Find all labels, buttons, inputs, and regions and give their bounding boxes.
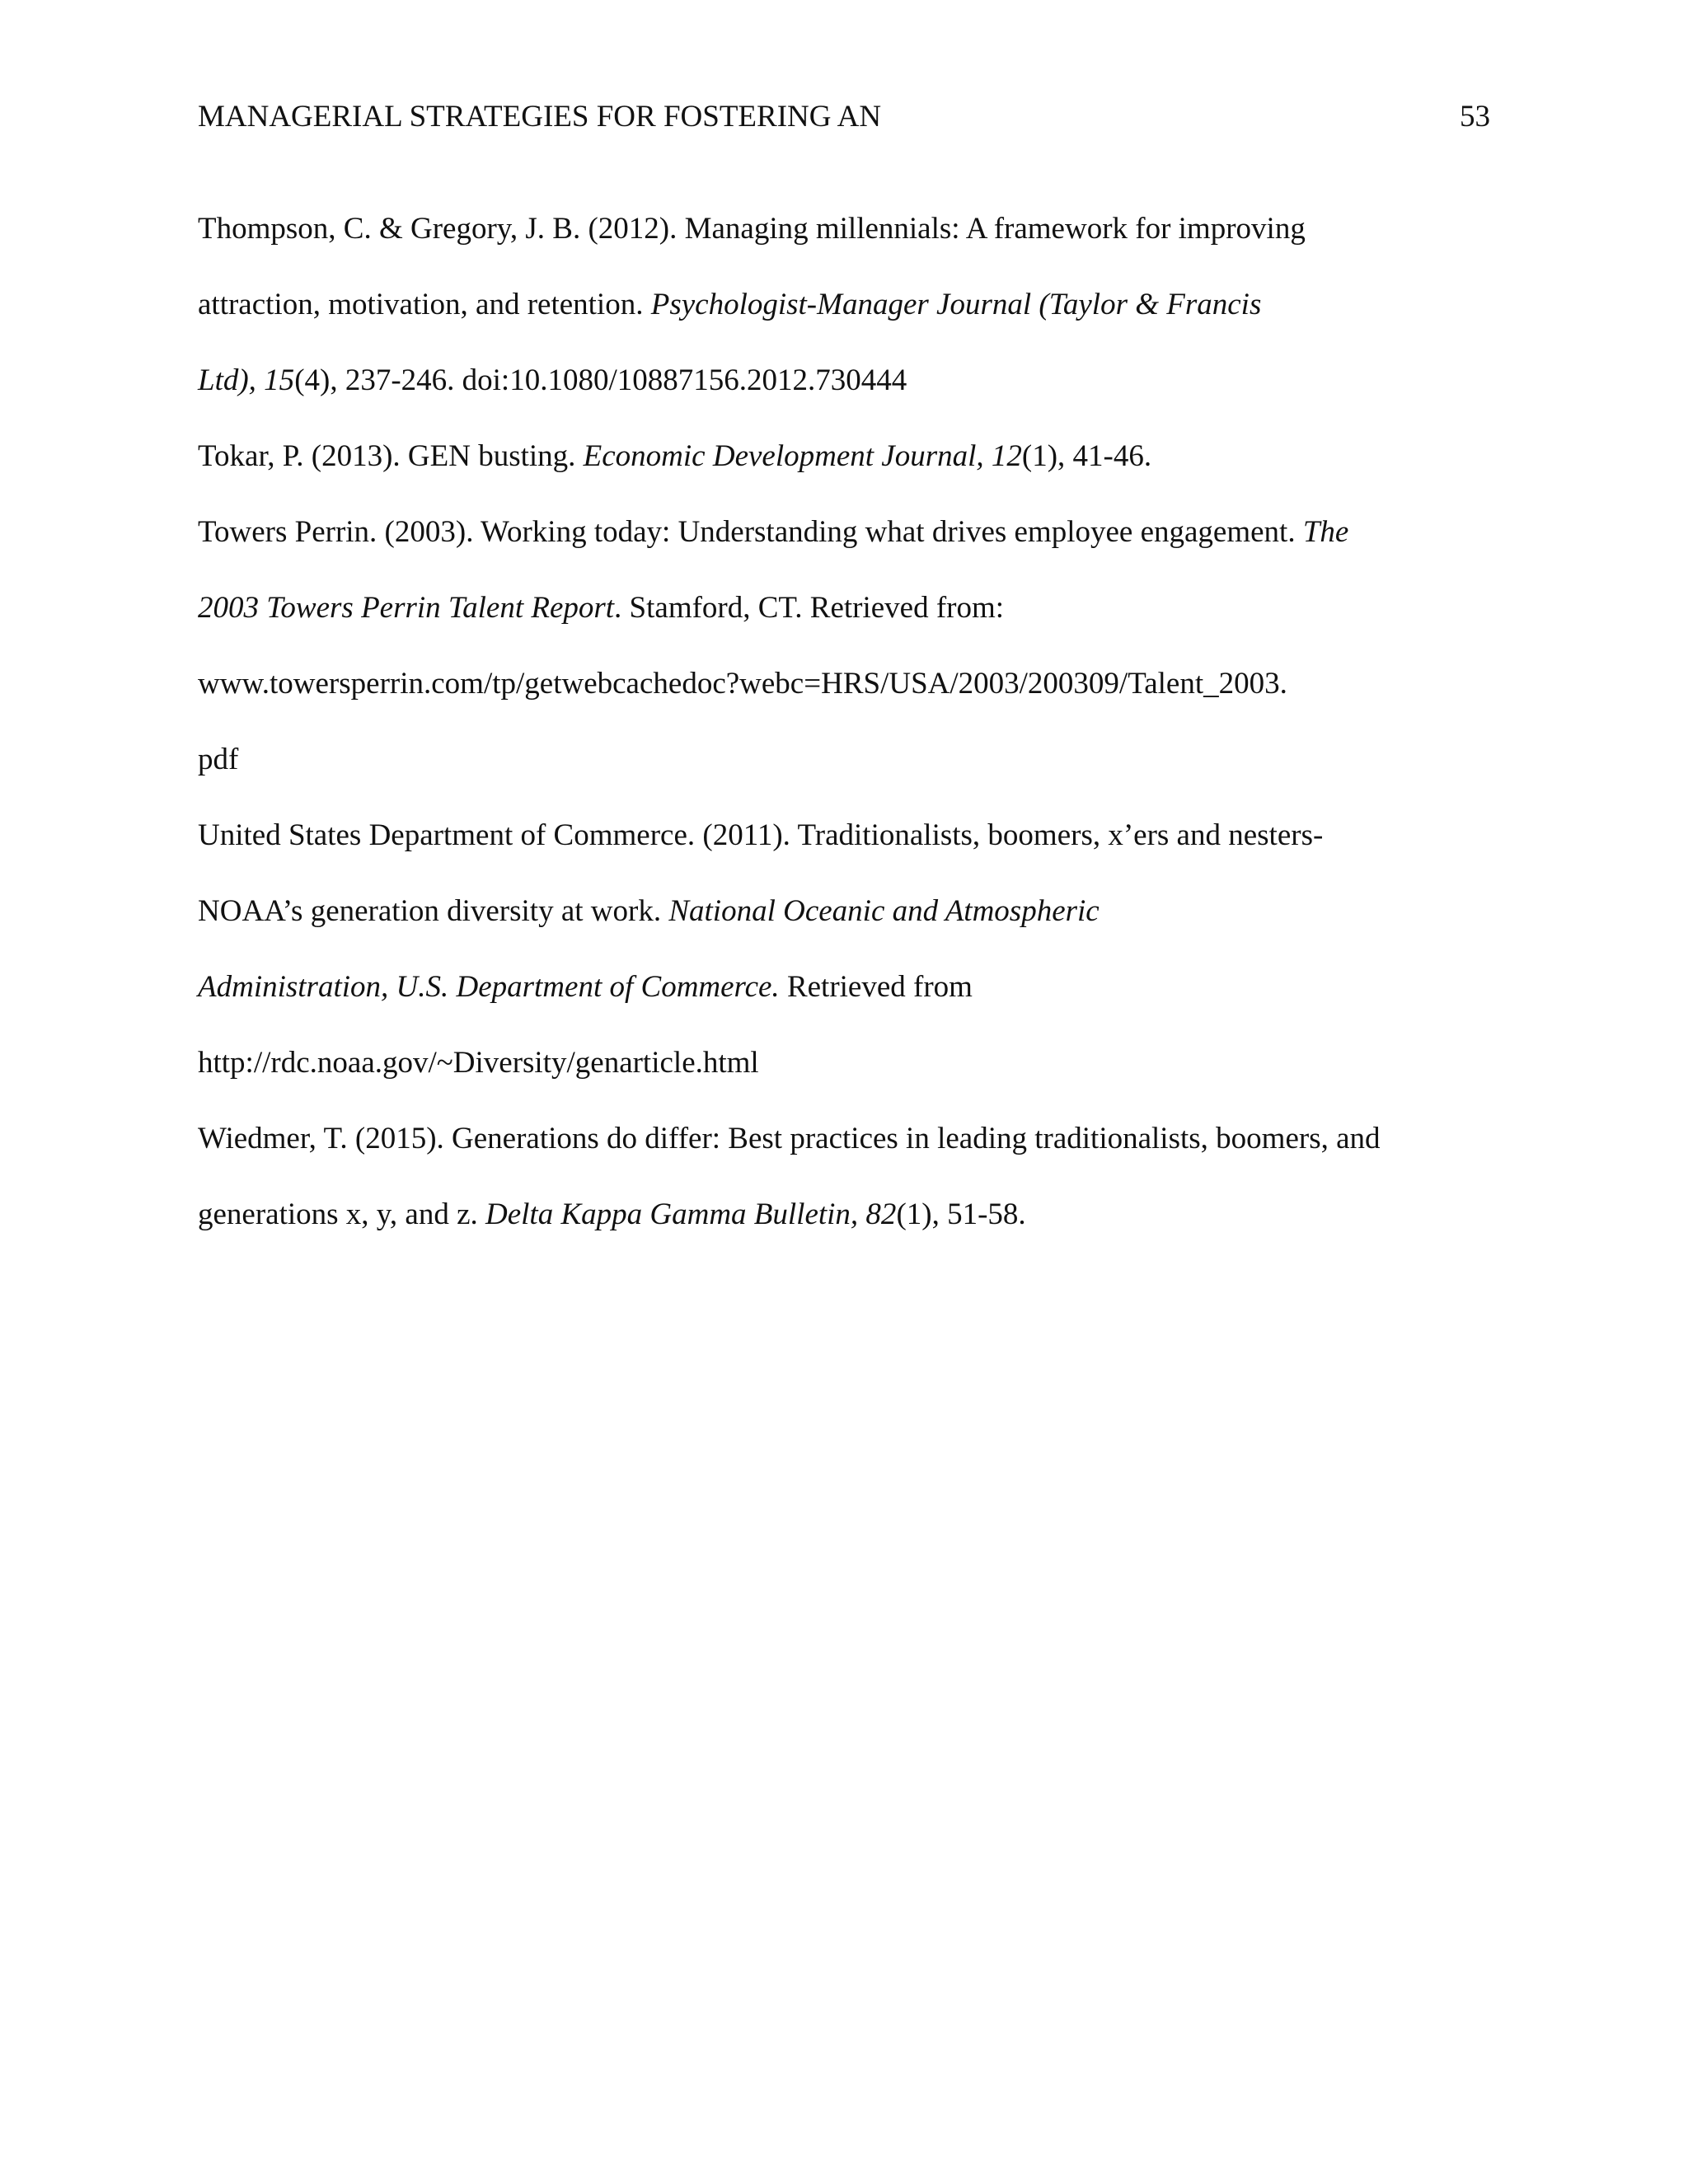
reference-entry bbox=[198, 1101, 1484, 1253]
reference-text: Tokar, P. (2013). GEN busting. bbox=[198, 439, 584, 473]
reference-list bbox=[198, 191, 1484, 1253]
reference-line bbox=[198, 1101, 1484, 1177]
reference-text: www.towersperrin.com/tp/getwebcachedoc?webc=HRS/USA/2003/200309/Talent_2003. bbox=[198, 667, 1287, 701]
reference-text: http://rdc.noaa.gov/~Diversity/genarticle.html bbox=[198, 1046, 759, 1080]
reference-line bbox=[198, 874, 1484, 949]
reference-line bbox=[198, 267, 1484, 343]
reference-italic-text: Administration, U.S. Department of Commerce. bbox=[198, 970, 780, 1004]
page-number: 53 bbox=[1460, 100, 1490, 134]
reference-text: NOAA’s generation diversity at work. bbox=[198, 894, 669, 928]
reference-italic-text: Economic Development Journal, 12 bbox=[583, 439, 1022, 473]
running-head bbox=[198, 97, 1490, 137]
reference-line bbox=[198, 722, 1484, 798]
reference-line bbox=[198, 949, 1484, 1025]
reference-italic-text: 2003 Towers Perrin Talent Report bbox=[198, 591, 615, 625]
reference-entry bbox=[198, 494, 1484, 798]
reference-text: generations x, y, and z. bbox=[198, 1197, 485, 1231]
reference-italic-text: National Oceanic and Atmospheric bbox=[668, 894, 1100, 928]
reference-text: (1), 51-58. bbox=[896, 1197, 1026, 1231]
reference-text: pdf bbox=[198, 743, 239, 776]
reference-text: (1), 41-46. bbox=[1021, 439, 1152, 473]
reference-line bbox=[198, 1177, 1484, 1253]
reference-line bbox=[198, 570, 1484, 646]
reference-entry bbox=[198, 191, 1484, 419]
reference-italic-text: The bbox=[1302, 515, 1349, 549]
reference-line bbox=[198, 419, 1484, 494]
running-title: MANAGERIAL STRATEGIES FOR FOSTERING AN bbox=[198, 100, 882, 134]
reference-entry bbox=[198, 419, 1484, 494]
reference-italic-text: Delta Kappa Gamma Bulletin, 82 bbox=[485, 1197, 897, 1231]
reference-line bbox=[198, 343, 1484, 419]
reference-line bbox=[198, 1025, 1484, 1101]
reference-text: Towers Perrin. (2003). Working today: Understanding what drives employee engagement. bbox=[198, 515, 1303, 549]
reference-text: United States Department of Commerce. (2011). Traditionalists, boomers, x’ers and nesters- bbox=[198, 818, 1324, 852]
reference-italic-text: Psychologist-Manager Journal (Taylor & Francis bbox=[650, 288, 1262, 321]
reference-line bbox=[198, 798, 1484, 874]
reference-line bbox=[198, 646, 1484, 722]
reference-text: Thompson, C. & Gregory, J. B. (2012). Managing millennials: A framework for improving bbox=[198, 212, 1306, 246]
reference-italic-text: Ltd), 15 bbox=[198, 363, 295, 397]
reference-line bbox=[198, 494, 1484, 570]
reference-text: attraction, motivation, and retention. bbox=[198, 288, 651, 321]
reference-entry bbox=[198, 798, 1484, 1101]
reference-line bbox=[198, 191, 1484, 267]
reference-text: (4), 237-246. doi:10.1080/10887156.2012.730444 bbox=[294, 363, 907, 397]
reference-text: Wiedmer, T. (2015). Generations do differ: Best practices in leading traditionalists, boomers, and bbox=[198, 1122, 1381, 1155]
reference-text: . Stamford, CT. Retrieved from: bbox=[614, 591, 1005, 625]
reference-text: Retrieved from bbox=[779, 970, 973, 1004]
